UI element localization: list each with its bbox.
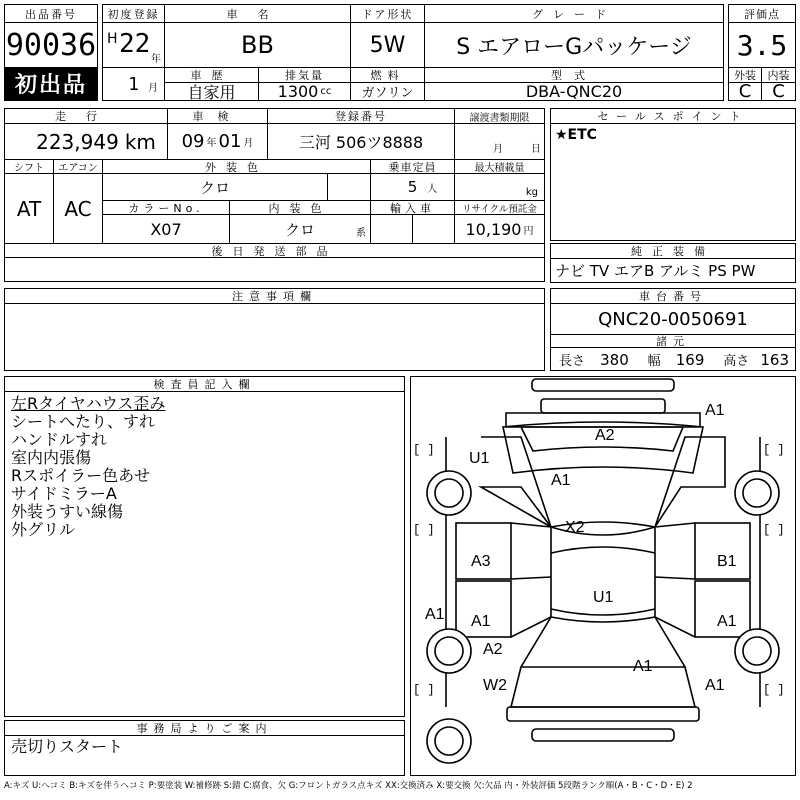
remark-line: 左Rタイヤハウス歪み (11, 394, 166, 413)
grade-value: S エアローGパッケージ (456, 34, 692, 60)
wheel-front-right-inner (743, 479, 771, 507)
max-load-unit: kg (525, 186, 538, 198)
remark-line: 室内内張傷 (11, 448, 92, 467)
chassis-label: 車台番号 (551, 289, 795, 304)
interior-grade: C (772, 83, 785, 100)
rear-bumper-outline (507, 707, 699, 721)
damage-mark: U1 (593, 589, 614, 606)
remark-line: サイドミラーA (11, 484, 117, 503)
front-bumper-outline (532, 379, 674, 391)
displacement-label: 排気量 (259, 67, 351, 83)
inspection-label: 車検 (168, 109, 268, 124)
equipment-box (550, 243, 796, 283)
notes-box (4, 288, 545, 371)
mileage-label: 走行 (5, 109, 168, 124)
height-label: 高さ (723, 353, 750, 369)
ext-color-extra (328, 174, 371, 200)
remark-line: 外グリル (11, 520, 76, 539)
year-value: 22 (119, 29, 151, 59)
damage-mark: B1 (717, 553, 737, 570)
capacity-value: 5 (407, 178, 418, 196)
transfer-day-unit: 日 (531, 144, 541, 155)
door-value: 5W (351, 23, 425, 67)
sales-point-box (550, 108, 796, 241)
displacement-unit: cc (320, 86, 332, 97)
lot-number-box (4, 4, 98, 101)
registration-label: 登録番号 (268, 109, 455, 124)
lot-number: 90036 (5, 27, 97, 63)
damage-mark: W2 (483, 677, 507, 694)
fuel-value: ガソリン (351, 83, 425, 100)
score-box (728, 4, 796, 101)
remark-line: シートへたり、すれ (11, 412, 156, 431)
int-color-unit: 系 (356, 228, 366, 239)
damage-mark: A1 (717, 613, 737, 630)
sales-point-label: セールスポイント (551, 109, 795, 124)
model-value: DBA-QNC20 (525, 83, 623, 100)
car-name: BB (165, 23, 351, 67)
wheel-front-left-inner (435, 479, 463, 507)
office-label: 事務局よりご案内 (5, 721, 404, 736)
recycle-label: リサイクル預託金 (455, 200, 544, 215)
mileage-unit: km (124, 129, 156, 154)
inspector-box (4, 376, 405, 717)
inspection-month-unit: 月 (243, 138, 254, 149)
wheel-rear-left-inner (435, 637, 463, 665)
width-value: 169 (675, 350, 705, 369)
score-value: 3.5 (736, 28, 788, 62)
spare-wheel-inner (435, 727, 463, 755)
capacity-unit: 人 (427, 183, 438, 195)
fuel-label: 燃料 (351, 67, 425, 83)
registration-value: 三河 506ツ8888 (268, 124, 455, 159)
front-body-outline (481, 437, 725, 535)
inspection-year-unit: 年 (206, 138, 217, 149)
rear-hatch-outline (521, 617, 685, 667)
damage-legend: A:キズ U:ヘコミ B:キズを伴うヘコミ P:要塗装 W:補修跡 S:錆 C:腐食、欠 G:フロントガラス点キズ XX:交換済み X:要交換 欠:欠品 内・外装評価 5段階ランク順(A・B・C・D・E) 2 (4, 781, 693, 791)
history-value: 自家用 (165, 83, 259, 100)
spec-table (4, 108, 545, 282)
bracket-mark: [ ] (413, 523, 435, 537)
damage-mark: A1 (551, 472, 571, 489)
exterior-label: 外装 (729, 67, 762, 83)
length-label: 長さ (559, 353, 586, 369)
ac-label: エアコン (54, 159, 103, 174)
bracket-mark: [ ] (413, 683, 435, 697)
int-color-label: 内装色 (230, 200, 371, 215)
office-value: 売切りスタート (11, 737, 124, 756)
month-value: 1 (128, 73, 139, 95)
remark-line: ハンドルすれ (11, 430, 108, 449)
damage-mark: A1 (705, 677, 725, 694)
bracket-mark: [ ] (763, 523, 785, 537)
mileage-cell (5, 124, 168, 159)
rear-window-outline (511, 667, 695, 707)
int-color-value: クロ (284, 220, 315, 239)
first-listing-badge: 初出品 (5, 67, 97, 100)
damage-mark: A1 (633, 658, 653, 675)
car-name-label: 車名 (165, 5, 351, 23)
shift-label: シフト (5, 159, 54, 174)
inspection-year: 09 (181, 131, 205, 152)
model-label: 型式 (425, 67, 723, 83)
grade-label: グレード (425, 5, 723, 23)
color-no-label: カラーNo. (103, 200, 230, 215)
exterior-grade: C (729, 83, 762, 100)
month-unit: 月 (148, 83, 158, 94)
import-cell-2 (413, 215, 455, 243)
color-no-value: X07 (103, 215, 230, 243)
capacity-label: 乗車定員 (371, 159, 455, 174)
history-label: 車歴 (165, 67, 259, 83)
int-color-cell (230, 215, 371, 243)
damage-mark: A2 (483, 641, 503, 658)
damage-mark: A3 (471, 553, 491, 570)
recycle-cell (455, 215, 544, 243)
left-front-door (456, 523, 511, 579)
wheel-rear-right-inner (743, 637, 771, 665)
first-reg-month (103, 67, 165, 100)
notes-label: 注意事項欄 (5, 289, 544, 304)
score-label: 評価点 (729, 5, 795, 23)
width-group (646, 350, 705, 369)
dims-label: 諸元 (551, 334, 795, 348)
height-group (721, 350, 789, 369)
shift-value: AT (5, 174, 54, 243)
length-value: 380 (600, 350, 629, 369)
damage-mark: A1 (705, 402, 725, 419)
door-label: ドア形状 (351, 5, 425, 23)
era-letter: H (107, 31, 118, 47)
rear-lower-outline (532, 729, 674, 741)
max-load-label: 最大積載量 (455, 159, 544, 174)
remark-line: 外装うすい線傷 (11, 502, 124, 521)
ext-color-value: クロ (103, 174, 328, 200)
office-box (4, 720, 405, 776)
import-cell-1 (371, 215, 413, 243)
damage-mark: U1 (469, 450, 490, 467)
equipment-value: ナビ TV エアB アルミ PS PW (555, 262, 756, 280)
damage-mark: A1 (471, 613, 491, 630)
height-value: 163 (760, 350, 789, 369)
displacement-cell (259, 83, 351, 100)
inspector-label: 検査員記入欄 (5, 377, 404, 392)
roof-rear-line (551, 609, 655, 615)
right-pillars (655, 523, 695, 637)
mileage-value: 223,949 (36, 129, 119, 154)
roof-outline (551, 522, 655, 622)
transfer-cell (455, 124, 544, 159)
bracket-mark: [ ] (763, 443, 785, 457)
remark-line: Rスポイラー色あせ (11, 466, 151, 485)
right-front-door (695, 523, 750, 579)
first-reg-year (103, 23, 165, 67)
damage-mark: X2 (565, 519, 585, 536)
roof-front-line (551, 547, 655, 553)
inspection-month: 01 (218, 131, 242, 152)
car-diagram (410, 376, 796, 776)
damage-mark: A1 (425, 606, 445, 623)
chassis-value: QNC20-0050691 (598, 308, 748, 330)
inspection-cell (168, 124, 268, 159)
car-diagram-svg (411, 377, 795, 775)
later-parts-value (5, 258, 544, 281)
sales-point-value: ★ETC (555, 127, 597, 143)
bracket-mark: [ ] (413, 443, 435, 457)
import-label: 輸入車 (371, 200, 455, 215)
ext-color-label: 外装色 (103, 159, 371, 174)
first-reg-label: 初度登録 (103, 5, 165, 23)
lot-number-label: 出品番号 (5, 5, 97, 23)
front-grille-outline (541, 399, 665, 413)
max-load-cell (455, 174, 544, 200)
equipment-label: 純正装備 (551, 244, 795, 259)
displacement-value: 1300 (277, 83, 319, 100)
recycle-unit: 円 (523, 225, 534, 237)
transfer-label: 譲渡書類期限 (455, 109, 544, 124)
transfer-month-unit: 月 (493, 144, 503, 155)
year-unit: 年 (151, 54, 161, 65)
length-group (557, 350, 629, 369)
interior-label: 内装 (762, 67, 795, 83)
ac-value: AC (54, 174, 103, 243)
later-parts-label: 後日発送部品 (5, 243, 544, 258)
header-main (102, 4, 724, 101)
capacity-cell (371, 174, 455, 200)
dims-row (551, 348, 795, 370)
bracket-mark: [ ] (763, 683, 785, 697)
width-label: 幅 (647, 353, 661, 369)
left-pillars (511, 523, 551, 637)
chassis-box (550, 288, 796, 371)
recycle-value: 10,190 (465, 219, 522, 239)
damage-mark: A2 (595, 427, 615, 444)
